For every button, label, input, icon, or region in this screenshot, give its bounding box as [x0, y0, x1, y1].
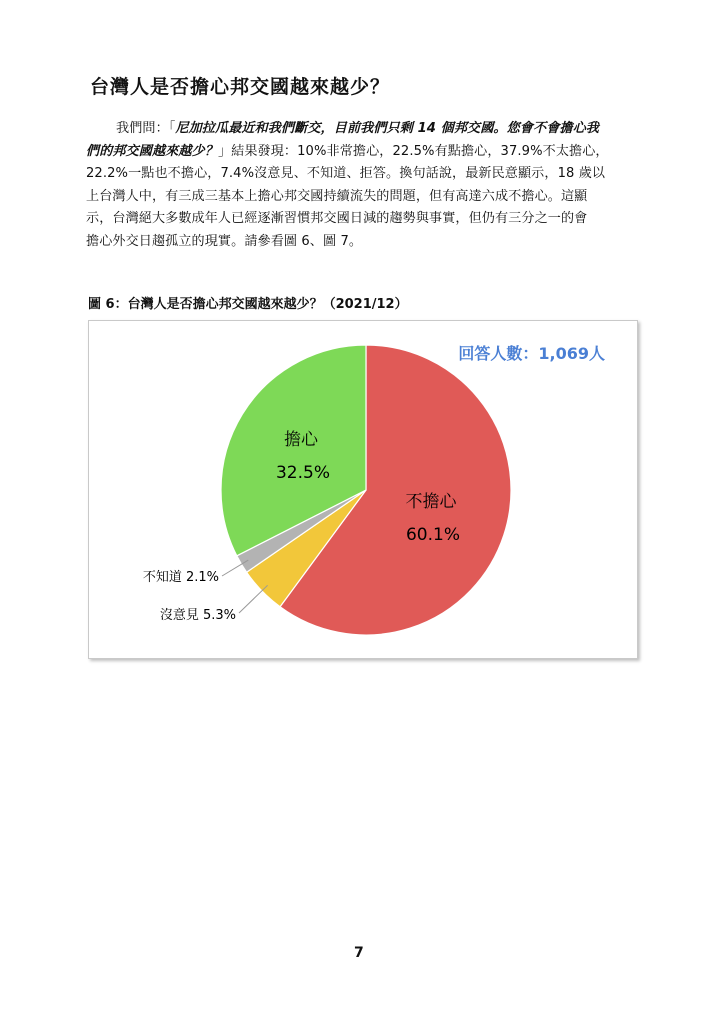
results-text: 」結果發現：10%非常擔心，22.5%有點擔心，37.9%不太擔心，: [217, 143, 609, 159]
paragraph-line-2: [86, 141, 642, 164]
pie-chart: [89, 321, 637, 658]
paragraph-line-5: 示，台灣絕大多數成年人已經逐漸習慣邦交國日減的趨勢與事實，但仍有三分之一的會: [86, 211, 588, 227]
slice-label-name: 擔心: [284, 430, 318, 450]
question-lead: 我們問：「: [116, 121, 176, 136]
callout-label: 不知道 2.1%: [142, 570, 219, 585]
page-number: 7: [354, 945, 364, 961]
pie-slices: [221, 345, 511, 635]
survey-question-end: 們的邦交國越來越少？: [86, 143, 218, 159]
respondents-count: 回答人數：1,069人: [458, 344, 605, 363]
pie-chart-frame: [88, 320, 638, 659]
slice-label-value: 60.1%: [405, 525, 461, 545]
page-heading: 台灣人是否擔心邦交國越來越少？: [90, 76, 391, 98]
callout-label: 沒意見 5.3%: [159, 608, 236, 623]
slice-label-name: 不擔心: [405, 492, 457, 512]
paragraph-line-6: 擔心外交日趨孤立的現實。請參看圖 6、圖 7。: [86, 233, 363, 249]
figure-caption: 圖 6：台灣人是否擔心邦交國越來越少？（2021/12）: [88, 297, 408, 312]
body-paragraph: [86, 118, 642, 254]
paragraph-line-1: [86, 118, 642, 141]
paragraph-line-4: 上台灣人中，有三成三基本上擔心邦交國持續流失的問題，但有高達六成不擔心。這顯: [86, 188, 588, 204]
survey-question: 尼加拉瓜最近和我們斷交，目前我們只剩 14 個邦交國。您會不會擔心我: [175, 121, 599, 136]
leader-line: [239, 585, 268, 613]
slice-label-value: 32.5%: [275, 463, 331, 483]
paragraph-line-3: 22.2%一點也不擔心，7.4%沒意見、不知道、拒答。換句話說，最新民意顯示，18 歲以: [86, 166, 606, 182]
